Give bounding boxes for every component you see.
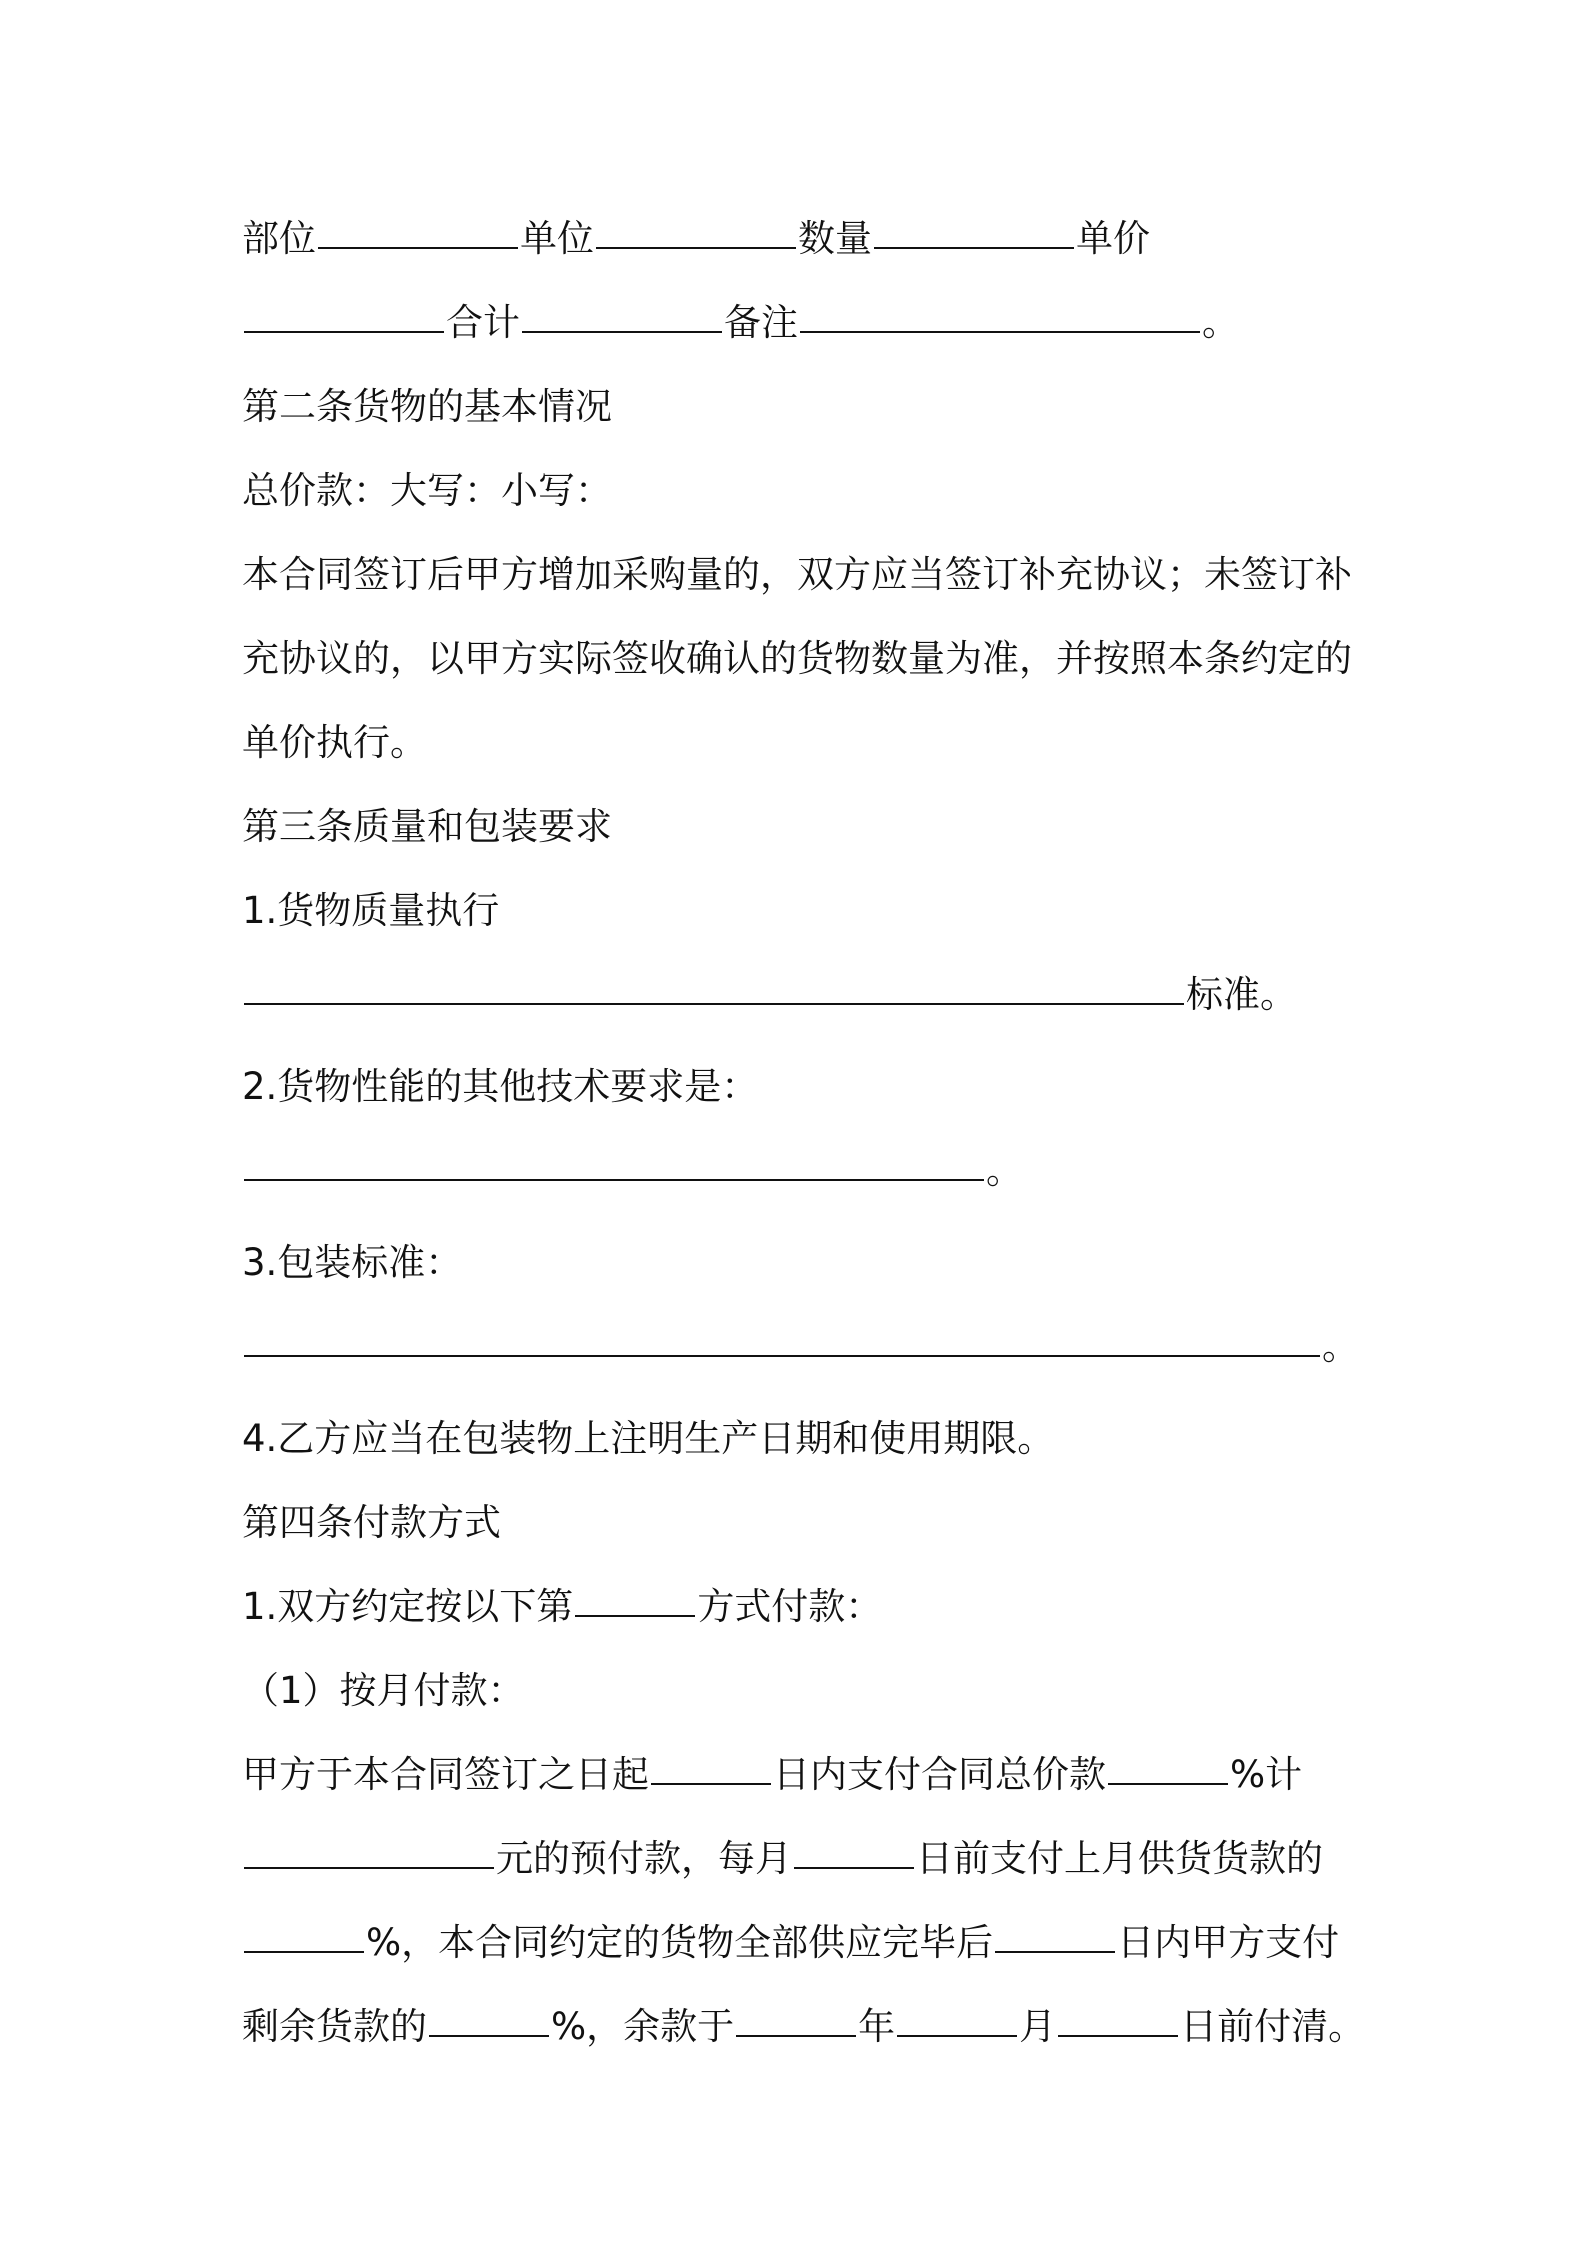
text-segment: 日内甲方支付: [1117, 1921, 1340, 1964]
text-segment: 第三条质量和包装要求: [242, 805, 612, 848]
doc-line-quality-4: [242, 1397, 1362, 1481]
doc-line-quality-2: [242, 1045, 1362, 1129]
text-segment: 。: [1322, 1325, 1359, 1368]
text-segment: 1.双方约定按以下第: [242, 1585, 574, 1628]
doc-line-para-supplement-1: [242, 533, 1362, 617]
text-segment: 合计: [446, 301, 520, 344]
doc-line-quality-1: [242, 869, 1362, 953]
text-segment: 部位: [242, 217, 316, 260]
fill-in-blank[interactable]: [794, 1866, 914, 1869]
text-segment: 年: [858, 2005, 896, 2048]
text-segment: 1.货物质量执行: [242, 889, 500, 932]
doc-line-quality-3: [242, 1221, 1362, 1305]
fill-in-blank[interactable]: [522, 330, 722, 333]
fill-in-blank[interactable]: [575, 1614, 695, 1617]
text-segment: 数量: [798, 217, 872, 260]
fill-in-blank[interactable]: [1058, 2034, 1178, 2037]
text-segment: 3.包装标准：: [242, 1241, 463, 1284]
fill-in-blank[interactable]: [244, 1950, 364, 1953]
doc-line-payment-para-2: [242, 1817, 1362, 1901]
text-segment: 方式付款：: [697, 1585, 883, 1628]
fill-in-blank[interactable]: [596, 246, 796, 249]
text-segment: 日内支付合同总价款: [773, 1753, 1106, 1796]
fill-in-blank[interactable]: [244, 330, 444, 333]
doc-line-payment-para-4: [242, 1985, 1366, 2069]
text-segment: 第四条付款方式: [242, 1501, 501, 1544]
fill-in-blank[interactable]: [1108, 1782, 1228, 1785]
text-segment: 。: [1202, 301, 1239, 344]
text-segment: 剩余货款的: [242, 2005, 427, 2048]
text-segment: %计: [1230, 1753, 1303, 1796]
fill-in-blank[interactable]: [244, 1354, 1320, 1357]
doc-line-article-4-heading: [242, 1481, 1362, 1565]
doc-line-para-supplement-3: [242, 701, 1362, 785]
doc-line-article-3-heading: [242, 785, 1362, 869]
text-segment: 4.乙方应当在包装物上注明生产日期和使用期限。: [242, 1417, 1055, 1460]
text-segment: %，本合同约定的货物全部供应完毕后: [366, 1921, 994, 1964]
doc-line-payment-para-1: [242, 1733, 1362, 1817]
doc-line-quality-1-blank: [242, 953, 1362, 1045]
text-segment: 。: [986, 1149, 1023, 1192]
doc-line-item-row-2: [242, 281, 1362, 365]
doc-line-item-row-1: [242, 197, 1362, 281]
fill-in-blank[interactable]: [736, 2034, 856, 2037]
text-segment: 备注: [724, 301, 798, 344]
text-segment: 月: [1019, 2005, 1057, 2048]
fill-in-blank[interactable]: [429, 2034, 549, 2037]
text-segment: 元的预付款，每月: [496, 1837, 792, 1880]
text-segment: 单位: [520, 217, 594, 260]
text-segment: 充协议的，以甲方实际签收确认的货物数量为准，并按照本条约定的: [242, 637, 1352, 680]
contract-document-page: [242, 197, 1366, 2069]
text-segment: 第二条货物的基本情况: [242, 385, 612, 428]
doc-line-quality-2-blank: [242, 1129, 1362, 1221]
text-segment: 本合同签订后甲方增加采购量的，双方应当签订补充协议；未签订补: [242, 553, 1352, 596]
doc-line-para-supplement-2: [242, 617, 1362, 701]
fill-in-blank[interactable]: [651, 1782, 771, 1785]
doc-line-article-2-heading: [242, 365, 1362, 449]
doc-line-quality-3-blank: [242, 1305, 1362, 1397]
fill-in-blank[interactable]: [874, 246, 1074, 249]
doc-line-payment-monthly: [242, 1649, 1362, 1733]
fill-in-blank[interactable]: [244, 1002, 1184, 1005]
text-segment: 标准。: [1186, 973, 1297, 1016]
text-segment: 单价: [1076, 217, 1150, 260]
text-segment: 日前支付上月供货货款的: [916, 1837, 1323, 1880]
text-segment: 日前付清。: [1180, 2005, 1366, 2048]
fill-in-blank[interactable]: [995, 1950, 1115, 1953]
text-segment: 甲方于本合同签订之日起: [242, 1753, 649, 1796]
text-segment: 单价执行。: [242, 721, 427, 764]
doc-line-total-price: [242, 449, 1362, 533]
text-segment: %，余款于: [551, 2005, 735, 2048]
doc-line-payment-para-3: [242, 1901, 1362, 1985]
fill-in-blank[interactable]: [244, 1178, 984, 1181]
fill-in-blank[interactable]: [244, 1866, 494, 1869]
fill-in-blank[interactable]: [800, 330, 1200, 333]
fill-in-blank[interactable]: [318, 246, 518, 249]
text-segment: （1）按月付款：: [242, 1669, 525, 1712]
doc-line-payment-1: [242, 1565, 1362, 1649]
fill-in-blank[interactable]: [897, 2034, 1017, 2037]
text-segment: 总价款：大写：小写：: [242, 469, 612, 512]
text-segment: 2.货物性能的其他技术要求是：: [242, 1065, 759, 1108]
